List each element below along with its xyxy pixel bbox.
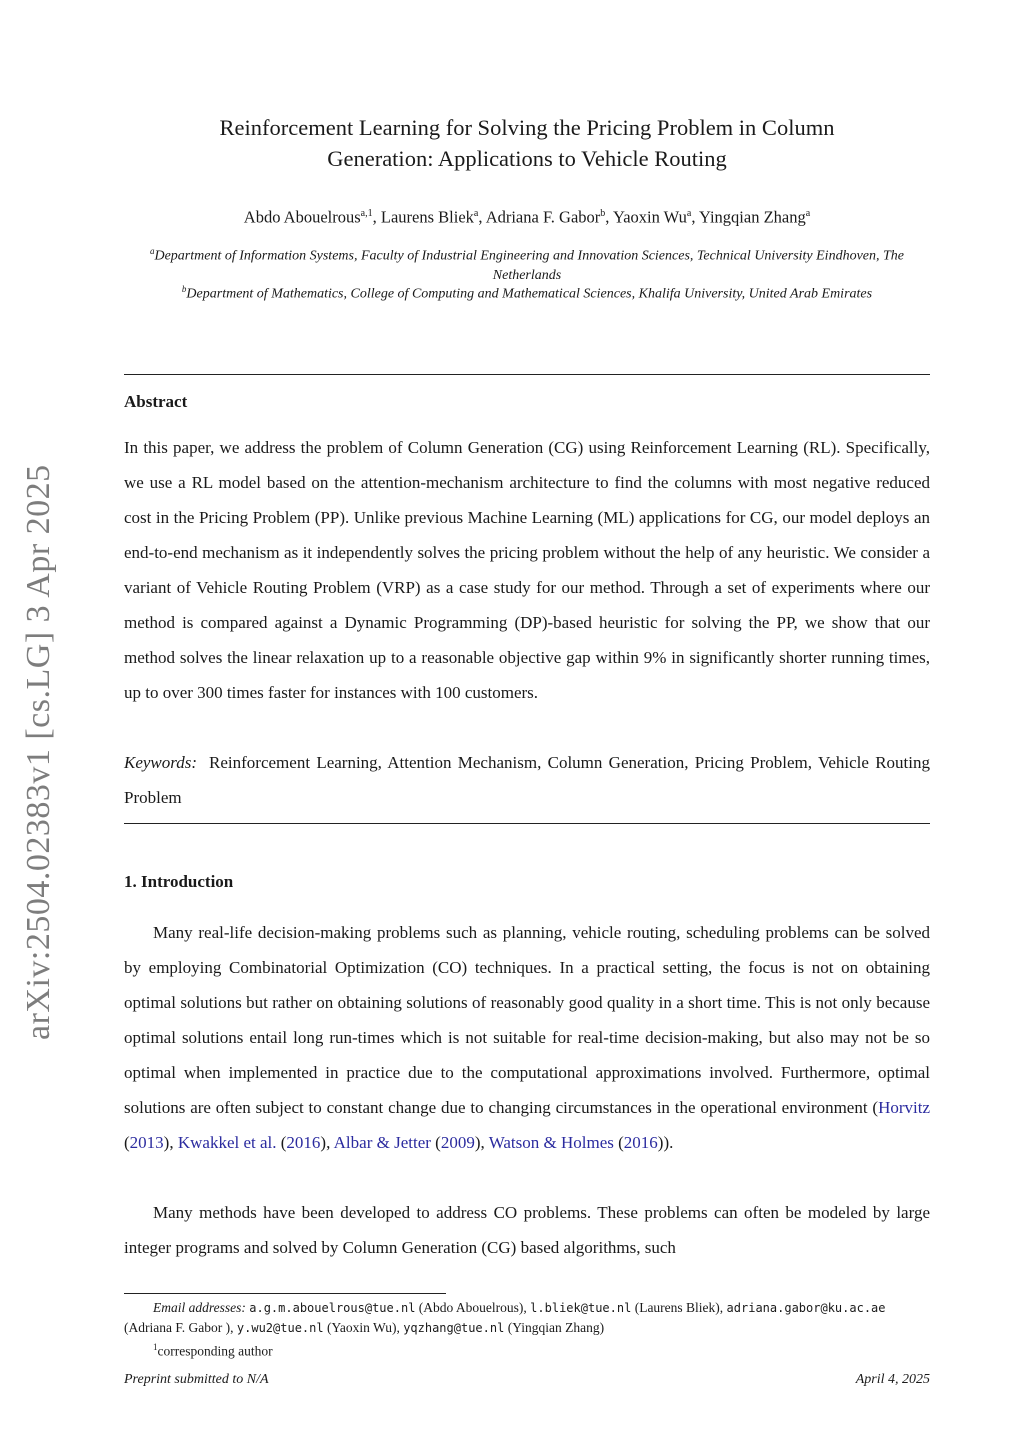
page-date: April 4, 2025 — [855, 1372, 930, 1387]
footnote-rule — [124, 1293, 446, 1294]
email-address[interactable]: y.wu2@tue.nl — [236, 1321, 324, 1335]
email-address[interactable]: yqzhang@tue.nl — [403, 1321, 505, 1335]
abstract-text: In this paper, we address the problem of Column Generation (CG) using Reinforcement Learning (RL). Specifically, we use a RL model based on the attention-mechanism architecture to find the columns with most negative reduced cost in the Pricing Problem (PP). Unlike previous Machine Learning (ML) applications for CG, our model deploys an end-to-end mechanism as it independently solves the pricing problem without the help of any heuristic. We consider a variant of Vehicle Routing Problem (VRP) as a case study for our method. Through a set of experiments where our method is compared against a Dynamic Programming (DP)-based heuristic for solving the PP, we show that our method solves the linear relaxation up to a reasonable objective gap within 9% in significantly shorter running times, up to over 300 times faster for instances with 100 customers. — [124, 438, 930, 702]
arxiv-identifier: arXiv:2504.02383v1 [cs.LG] 3 Apr 2025 — [20, 464, 57, 1040]
citation-author[interactable]: Kwakkel et al. — [177, 1133, 277, 1152]
corresponding-text: corresponding author — [157, 1343, 273, 1359]
author-superscript: a — [473, 208, 479, 219]
introduction-paragraph-2: Many methods have been developed to address CO problems. These problems can often be modeled by large integer programs and solved by Column Generation (CG) based algorithms, such — [124, 1203, 930, 1257]
keywords — [124, 745, 930, 815]
affiliation-text: Department of Information Systems, Faculty of Industrial Engineering and Innovation Sciences, Technical University Eindhoven, The Netherlands — [154, 248, 905, 283]
email-address[interactable]: l.bliek@tue.nl — [530, 1301, 632, 1315]
abstract-top-rule — [124, 374, 930, 375]
email-address[interactable]: a.g.m.abouelrous@tue.nl — [249, 1301, 416, 1315]
email-footnote: Email addresses: a.g.m.abouelrous@tue.nl (Abdo Abouelrous), l.bliek@tue.nl (Laurens Bliek), adriana.gabor@ku.ac.ae (Adriana F. Gabor ), y.wu2@tue.nl (Yaoxin Wu), yqzhang@tue.nl (Yingqian Zhang) — [124, 1300, 886, 1335]
author-name: Yingqian Zhang — [698, 207, 806, 227]
email-owner: (Yaoxin Wu) — [326, 1320, 397, 1335]
citation-year[interactable]: 2013 — [129, 1133, 164, 1152]
preprint-note: Preprint submitted to N/A — [124, 1372, 269, 1387]
author-name: Abdo Abouelrous — [243, 207, 361, 227]
citation-author[interactable]: Horvitz — [878, 1098, 931, 1117]
title-line-2: Generation: Applications to Vehicle Routing — [327, 146, 727, 171]
abstract-heading: Abstract — [124, 392, 188, 411]
citation-year[interactable]: 2009 — [440, 1133, 475, 1152]
citation-year[interactable]: 2016 — [286, 1133, 321, 1152]
paper-title — [124, 112, 930, 174]
email-owner: (Adriana F. Gabor ) — [124, 1320, 231, 1335]
affiliation-mark: b — [181, 284, 187, 294]
email-owner: (Yingqian Zhang) — [507, 1320, 605, 1335]
author-name: Adriana F. Gabor — [485, 207, 601, 227]
keywords-text: Reinforcement Learning, Attention Mechanism, Column Generation, Pricing Problem, Vehicle Routing Problem — [124, 753, 930, 807]
email-address[interactable]: adriana.gabor@ku.ac.ae — [726, 1301, 886, 1315]
title-line-1: Reinforcement Learning for Solving the Pricing Problem in Column — [219, 115, 835, 140]
author-name: Laurens Bliek — [380, 207, 474, 227]
affiliation-text: Department of Mathematics, College of Computing and Mathematical Sciences, Khalifa University, United Arab Emirates — [186, 286, 873, 302]
author-superscript: b — [600, 208, 606, 219]
affiliation-mark: a — [149, 246, 155, 256]
corresponding-footnote — [124, 1338, 930, 1361]
introduction-heading: 1. Introduction — [124, 872, 234, 891]
email-label: Email addresses: — [153, 1300, 246, 1315]
email-owner: (Laurens Bliek) — [634, 1300, 720, 1315]
keywords-label: Keywords: — [124, 753, 198, 772]
author-superscript: a — [686, 208, 692, 219]
author-list: Abdo Abouelrous$^{a,1}$, Laurens Bliek$^a$, Adriana F. Gabor$^b$, Yaoxin Wu$^a$, Yingqian Zhang$^a$ — [243, 207, 811, 227]
paragraph-text: Many real-life decision-making problems such as planning, vehicle routing, scheduling problems can be solved by employing Combinatorial Optimization (CO) techniques. In a practical setting, the focus is not on obtaining optimal solutions but rather on obtaining solutions of reasonably good quality in a short time. This is not only because optimal solutions entail long run-times which is not suitable for real-time decision-making, but also may not be so optimal when implemented in practice due to the computational approximations involved. Furthermore, optimal solutions are often subject to constant change due to changing circumstances in the operational environment — [124, 923, 930, 1117]
footnote-mark: 1 — [153, 1342, 158, 1352]
author-superscript: a — [805, 208, 811, 219]
affiliation-b — [124, 280, 930, 304]
affiliation-a — [124, 242, 930, 285]
citation-year[interactable]: 2016 — [623, 1133, 658, 1152]
footnotes — [124, 1298, 930, 1361]
author-name: Yaoxin Wu — [612, 207, 687, 227]
introduction-paragraph-1: Many real-life decision-making problems such as planning, vehicle routing, scheduling problems can be solved by employing Combinatorial Optimization (CO) techniques. In a practical setting, the focus is not on obtaining optimal solutions but rather on obtaining solutions of reasonably good quality in a short time. This is not only because optimal solutions entail long run-times which is not suitable for real-time decision-making, but also may not be so optimal when implemented in practice due to the computational approximations involved. Furthermore, optimal solutions are often subject to constant change due to changing circumstances in the operational environment (Horvitz (2013), Kwakkel et al. (2016), Albar & Jetter (2009), Watson & Holmes (2016)). — [124, 923, 931, 1152]
citation-author[interactable]: Albar & Jetter — [333, 1133, 431, 1152]
email-owner: (Abdo Abouelrous) — [418, 1300, 524, 1315]
citation-author[interactable]: Watson & Holmes — [488, 1133, 614, 1152]
author-superscript: a,1 — [360, 208, 373, 219]
abstract-bottom-rule — [124, 823, 930, 824]
